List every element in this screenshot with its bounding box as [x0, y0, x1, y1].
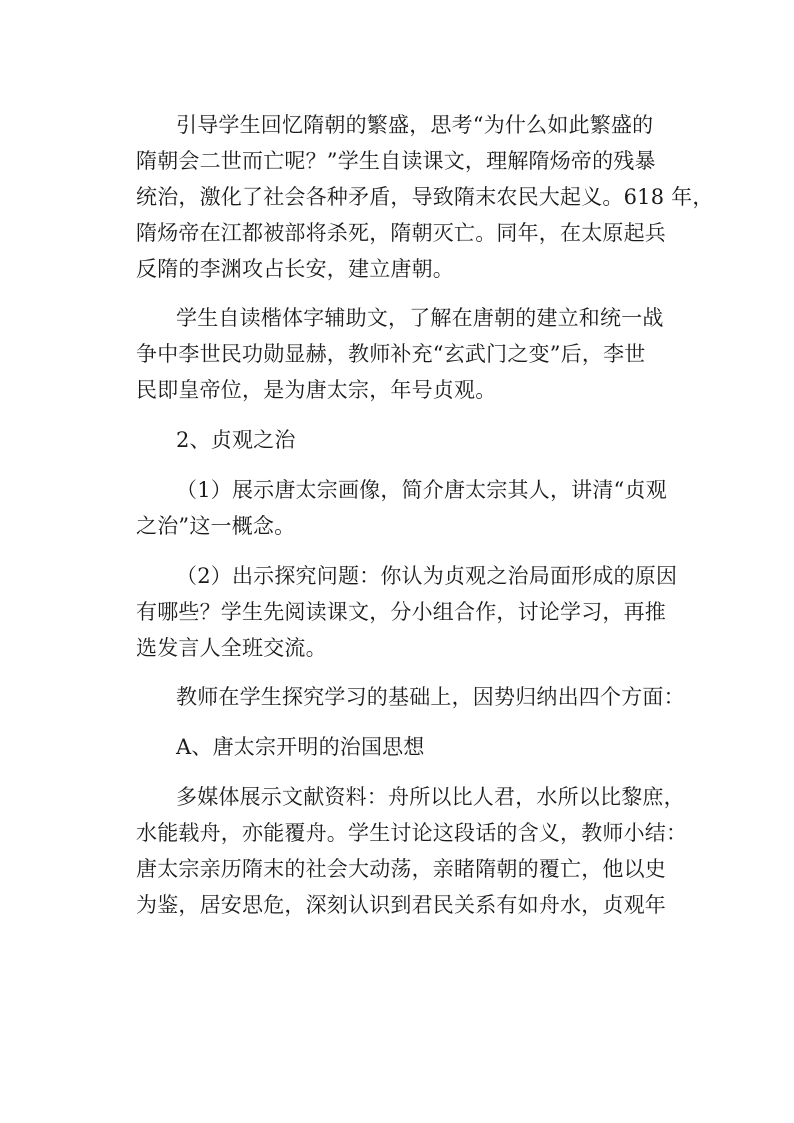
paragraph-2-line-3: 民即皇帝位，是为唐太宗，年号贞观。: [136, 378, 497, 402]
paragraph-1-line-5: 反隋的李渊攻占长安，建立唐朝。: [136, 257, 454, 281]
paragraph-1-line-4: 隋炀帝在江都被部将杀死，隋朝灭亡。同年，在太原起兵: [136, 221, 666, 245]
paragraph-1-line-3: 统治，激化了社会各种矛盾，导致隋末农民大起义。618 年，: [136, 185, 714, 209]
final-paragraph-line-3: 唐太宗亲历隋末的社会大动荡，亲睹隋朝的覆亡，他以史: [136, 857, 666, 881]
summary-paragraph: 教师在学生探究学习的基础上，因势归纳出四个方面：: [176, 685, 685, 709]
paragraph-1-line-1: 引导学生回忆隋朝的繁盛，思考“为什么如此繁盛的: [176, 113, 654, 137]
section-heading: 2、贞观之治: [176, 428, 296, 452]
item-2-line-2: 有哪些？学生先阅读课文，分小组合作，讨论学习，再推: [136, 600, 666, 624]
subheading-a: A、唐太宗开明的治国思想: [176, 735, 425, 759]
item-2-line-3: 选发言人全班交流。: [136, 636, 327, 660]
paragraph-2-line-2: 争中李世民功勋显赫，教师补充“玄武门之变”后，李世: [136, 342, 646, 366]
final-paragraph-line-1: 多媒体展示文献资料：舟所以比人君，水所以比黎庶，: [176, 785, 685, 809]
item-2-line-1: （2）出示探究问题：你认为贞观之治局面形成的原因: [176, 564, 678, 588]
paragraph-1-line-2: 隋朝会二世而亡呢？”学生自读课文，理解隋炀帝的残暴: [136, 149, 656, 173]
item-1-line-2: 之治”这一概念。: [136, 514, 296, 538]
paragraph-2-line-1: 学生自读楷体字辅助文，了解在唐朝的建立和统一战: [176, 306, 664, 330]
item-1-line-1: （1）展示唐太宗画像，简介唐太宗其人，讲清“贞观: [176, 478, 667, 502]
final-paragraph-line-4: 为鉴，居安思危，深刻认识到君民关系有如舟水，贞观年: [136, 893, 666, 917]
final-paragraph-line-2: 水能载舟，亦能覆舟。学生讨论这段话的含义，教师小结：: [136, 821, 688, 845]
